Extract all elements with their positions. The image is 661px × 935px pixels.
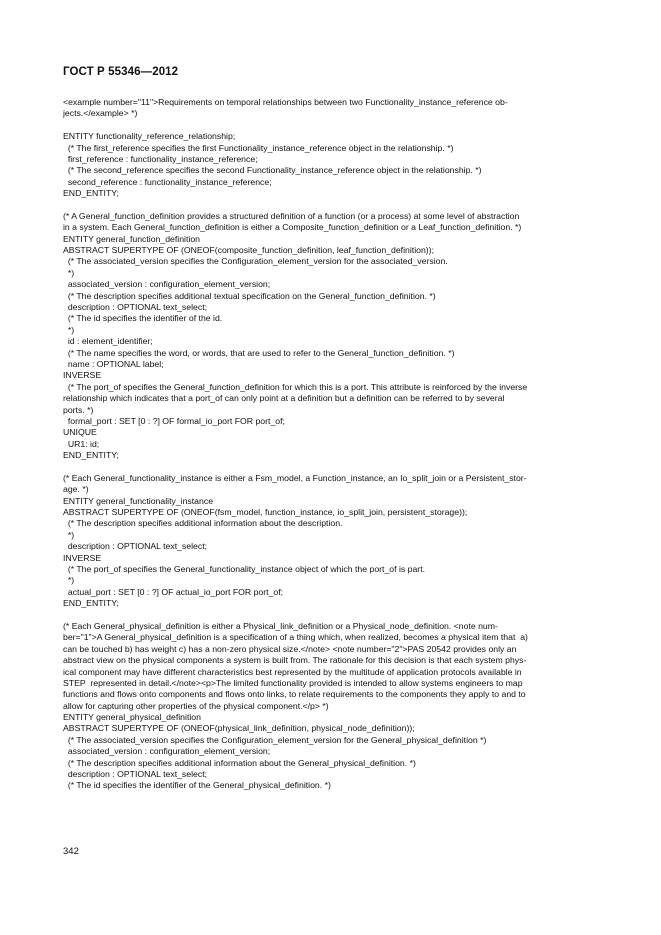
text-line: (* The associated_version specifies the Configuration_element_version for the General_physical_definition *): [63, 734, 487, 745]
text-line: STEP represented in detail.</note><p>The limited functionality provided is intended to allow systems engineers to map: [63, 677, 523, 688]
text-line: description : OPTIONAL text_select;: [63, 769, 208, 780]
text-line: ENTITY general_function_definition: [63, 233, 200, 244]
text-line: *): [63, 267, 75, 278]
text-line: INVERSE: [63, 552, 102, 563]
text-line: (* The first_reference specifies the first Functionality_instance_reference object in the relationship. *): [63, 142, 454, 153]
text-line: first_reference : functionality_instance_reference;: [63, 153, 258, 164]
document-body: [63, 97, 608, 792]
text-line: can be touched b) has weight c) has a non-zero physical size.</note> <note number="2">PAS 20542 provides only an: [63, 643, 517, 654]
text-line: ABSTRACT SUPERTYPE OF (ONEOF(composite_function_definition, leaf_function_definition));: [63, 245, 434, 256]
text-line: allow for capturing other properties of the physical component.</p> *): [63, 700, 329, 711]
page-number: 342: [63, 846, 79, 857]
text-line: description : OPTIONAL text_select;: [63, 541, 208, 552]
text-line: name : OPTIONAL label;: [63, 358, 164, 369]
text-line: (* A General_function_definition provides a structured definition of a function (or a process) at some level of abstraction: [63, 210, 520, 221]
text-line: (* The id specifies the identifier of the General_physical_definition. *): [63, 780, 331, 791]
text-line: ENTITY functionality_reference_relationship;: [63, 131, 236, 142]
text-line: id : element_identifier;: [63, 336, 153, 347]
text-line: description : OPTIONAL text_select;: [63, 302, 208, 313]
text-line: (* The description specifies additional information about the General_physical_definition. *): [63, 757, 416, 768]
text-block: [63, 211, 608, 462]
text-line: <example number="11">Requirements on temporal relationships between two Functionality_instance_reference ob-: [63, 97, 508, 107]
text-line: (* The id specifies the identifier of the id.: [63, 313, 223, 324]
text-line: in a system. Each General_function_definition is either a Composite_function_definition or a Leaf_function_definition. *): [63, 222, 522, 233]
text-line: abstract view on the physical components a system is built from. The rationale for this decision is that each system phys-: [63, 655, 527, 666]
text-line: jects.</example> *): [63, 108, 138, 119]
text-line: (* The name specifies the word, or words, that are used to refer to the General_function_definition. *): [63, 347, 455, 358]
text-block: [63, 473, 608, 610]
text-line: ABSTRACT SUPERTYPE OF (ONEOF(physical_link_definition, physical_node_definition));: [63, 723, 415, 734]
text-line: END_ENTITY;: [63, 188, 119, 199]
document-header: ГОСТ Р 55346—2012: [63, 66, 179, 78]
text-line: (* The second_reference specifies the second Functionality_instance_reference object in the relationship. *): [63, 165, 482, 176]
text-line: associated_version : configuration_element_version;: [63, 746, 271, 757]
text-line: second_reference : functionality_instance_reference;: [63, 176, 272, 187]
text-line: relationship which indicates that a port_of can only point at a definition but a definition can be referred to by several: [63, 393, 505, 404]
text-line: ports. *): [63, 404, 94, 415]
text-line: UR1: id;: [63, 438, 100, 449]
text-line: (* The port_of specifies the General_functionality_instance object of which the port_of is part.: [63, 564, 426, 575]
text-line: functions and flows onto components and flows onto links, to relate requirements to the components they apply to and to: [63, 689, 526, 700]
text-line: (* The description specifies additional information about the description.: [63, 518, 343, 529]
text-line: ABSTRACT SUPERTYPE OF (ONEOF(fsm_model, function_instance, io_split_join, persistent_storage));: [63, 507, 468, 518]
text-line: *): [63, 324, 75, 335]
text-line: actual_port : SET [0 : ?] OF actual_io_port FOR port_of;: [63, 586, 284, 597]
text-line: ENTITY general_physical_definition: [63, 712, 201, 723]
paragraph-gap: [63, 610, 608, 621]
text-line: (* Each General_functionality_instance is either a Fsm_model, a Function_instance, an Io_split_join or a Persistent_stor-: [63, 472, 527, 483]
text-line: ENTITY general_functionality_instance: [63, 495, 214, 506]
paragraph-gap: [63, 462, 608, 473]
text-line: (* The description specifies additional textual specification on the General_function_definition. *): [63, 290, 436, 301]
text-line: INVERSE: [63, 370, 102, 381]
text-line: END_ENTITY;: [63, 598, 119, 609]
text-block: [63, 621, 608, 792]
text-line: formal_port : SET [0 : ?] OF formal_io_port FOR port_of;: [63, 415, 285, 426]
paragraph-gap: [63, 200, 608, 211]
text-line: (* The associated_version specifies the Configuration_element_version for the associated_version.: [63, 256, 448, 267]
text-line: *): [63, 529, 75, 540]
text-line: (* The port_of specifies the General_function_definition for which this is a port. This attribute is reinforced by the inverse: [63, 381, 528, 392]
text-line: END_ENTITY;: [63, 450, 119, 461]
text-line: ical component may have different characteristics best represented by the multitude of application protocols available in: [63, 666, 522, 677]
text-line: associated_version : configuration_element_version;: [63, 279, 271, 290]
text-line: age. *): [63, 484, 89, 495]
text-block: [63, 131, 608, 199]
text-line: UNIQUE: [63, 427, 97, 438]
text-block: [63, 97, 608, 120]
text-line: ber="1">A General_physical_definition is a specification of a thing which, when realized, becomes a physical item that a): [63, 632, 528, 643]
text-line: (* Each General_physical_definition is either a Physical_link_definition or a Physical_node_definition. <note num-: [63, 620, 498, 631]
text-line: *): [63, 575, 75, 586]
paragraph-gap: [63, 120, 608, 131]
